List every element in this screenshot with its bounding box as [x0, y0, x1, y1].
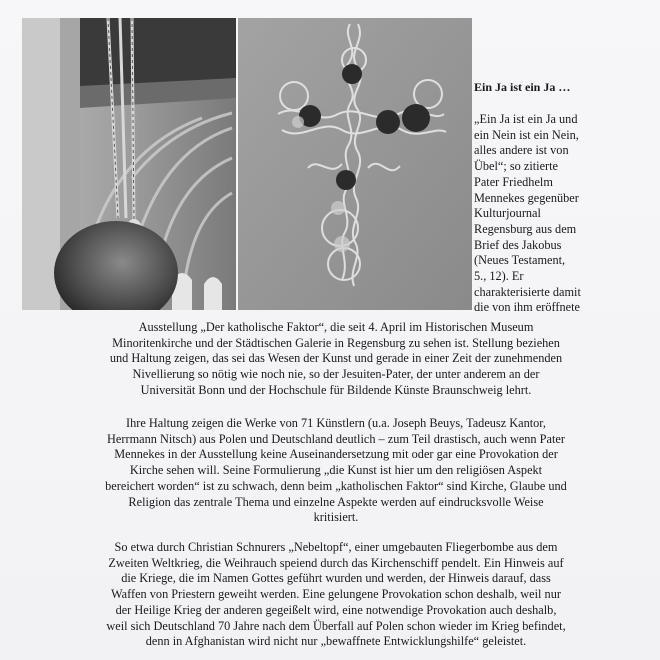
paragraph-line: bereichert worden“ ist zu schwach, denn beim „katholischen Faktor“ sind Kirche, Glaube und	[105, 478, 567, 493]
article-paragraph-1	[86, 320, 586, 399]
side-line: Pater Friedhelm	[474, 174, 553, 189]
article-paragraph-3	[86, 540, 586, 650]
side-line: die von ihm eröffnete	[474, 300, 580, 315]
paragraph-line: die Kriege, die im Namen Gottes geführt wurden und werden, der Hinweis darauf, dass	[121, 571, 551, 586]
paragraph-line: und Haltung zeigen, das sei das Wesen der Kunst und gerade in einer Zeit der zunehmenden	[109, 351, 563, 366]
article-paragraph-2	[86, 416, 586, 526]
paragraph-line: kritisiert.	[313, 510, 359, 525]
article-side-column	[474, 112, 624, 316]
ornamental-cross-photo	[238, 18, 472, 310]
paragraph-line: weil sich Deutschland 70 Jahre nach dem Überfall auf Polen schon wieder im Krieg befindet,	[106, 618, 566, 633]
side-line: (Neues Testament,	[474, 253, 566, 268]
side-line: Brief des Jakobus	[474, 237, 562, 252]
paragraph-line: Ihre Haltung zeigen die Werke von 71 Künstlern (u.a. Joseph Beuys, Tadeusz Kantor,	[126, 416, 546, 430]
hanging-bomb-illustration	[22, 18, 236, 310]
side-line: alles andere ist von	[474, 143, 569, 158]
side-line: Übel“; so zitierte	[474, 159, 558, 174]
paragraph-line: Ausstellung „Der katholische Faktor“, die seit 4. April im Historischen Museum	[138, 320, 534, 334]
side-line: Kulturjournal	[474, 206, 541, 221]
paragraph-line: Kirche sehen will. Seine Formulierung „die Kunst ist hier um den religiösen Aspekt	[129, 463, 543, 478]
side-line: ein Nein ist ein Nein,	[474, 127, 579, 142]
article-headline: Ein Ja ist ein Ja …	[474, 80, 571, 94]
side-line: „Ein Ja ist ein Ja und	[474, 112, 578, 126]
paragraph-line: Universität Bonn und der Hochschule für Bildende Künste Braunschweig lehrt.	[140, 382, 532, 397]
paragraph-line: Nivellierung so nötig wie noch nie, so der Jesuiten-Pater, der unter anderem an der	[132, 367, 540, 382]
side-line: 5., 12). Er	[474, 269, 524, 284]
side-line: charakterisierte damit	[474, 284, 581, 299]
paragraph-line: Religion das zentrale Thema und einzelne Aspekte werden auf eindrucksvolle Weise	[128, 494, 544, 509]
paragraph-line: Minoritenkirche und der Städtischen Galerie in Regensburg zu sehen ist. Stellung beziehen	[112, 335, 560, 350]
paragraph-line: Zweiten Weltkrieg, die Weihrauch speiend durch das Kirchenschiff pendelt. Ein Hinweis auf	[108, 555, 564, 570]
side-line: Mennekes gegenüber	[474, 190, 579, 205]
hanging-bomb-photo	[22, 18, 236, 310]
ornamental-cross-illustration	[238, 18, 472, 310]
paragraph-line: denn in Afghanistan wird nicht nur „bewaffnete Entwicklungshilfe“ geleistet.	[145, 634, 527, 649]
paragraph-line: Herrmann Nitsch) aus Polen und Deutschland deutlich – zum Teil drastisch, auch wenn Pater	[107, 431, 565, 446]
paragraph-line: Mennekes in der Ausstellung keine Auseinandersetzung mit oder gar eine Provokation der	[114, 447, 558, 462]
side-line: Regensburg aus dem	[474, 221, 577, 236]
paragraph-line: So etwa durch Christian Schnurers „Nebeltopf“, einer umgebauten Fliegerbombe aus dem	[114, 540, 558, 554]
paragraph-line: der Heilige Krieg der anderen gegeißelt wird, eine notwendige Provokation auch deshalb,	[115, 602, 557, 617]
paragraph-line: Waffen von Priestern geweiht werden. Eine gelungene Provokation schon deshalb, weil nur	[111, 587, 561, 602]
